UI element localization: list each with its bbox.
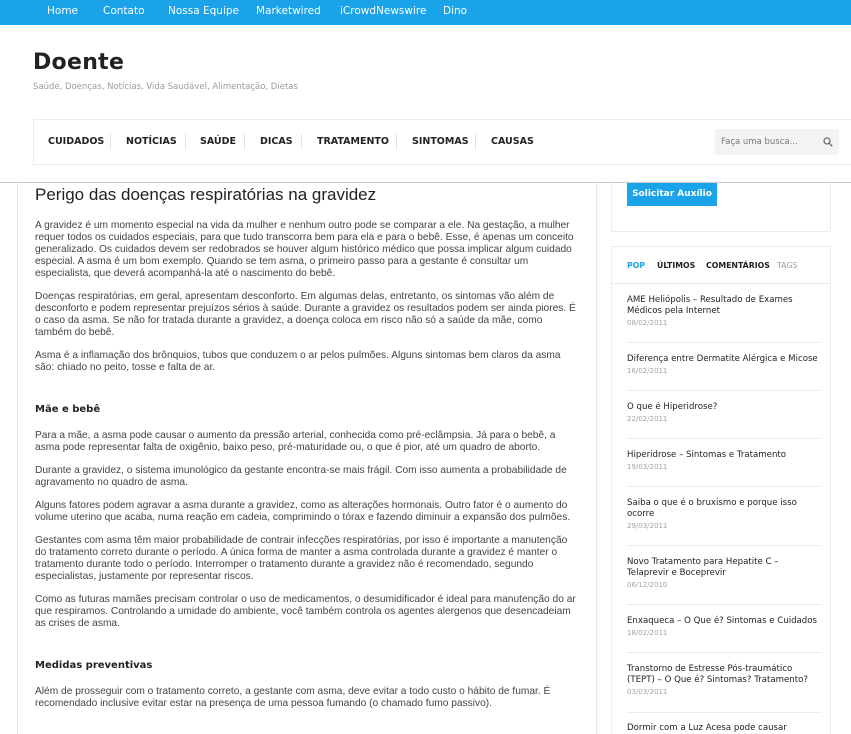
post-date: 06/12/2010 [627,581,668,589]
post-date: 08/02/2011 [627,319,668,327]
list-item[interactable] [627,723,822,734]
article-paragraph: Além de prosseguir com o tratamento correto, a gestante com asma, deve evitar a todo custo o hábito de fumar. É recomendado inclusive evitar estar na presença de uma pessoa fumando (o chamado fumo passivo). [35,686,551,709]
list-divider [627,438,822,439]
list-item[interactable] [627,557,822,589]
post-title[interactable]: Diferença entre Dermatite Alérgica e Micose [627,354,818,364]
nav-divider [396,134,397,150]
list-divider [627,486,822,487]
list-divider [627,545,822,546]
article-paragraph: Gestantes com asma têm maior probabilidade de contrair infecções respiratórias, por isso é importante a manutenção do tratamento correto durante o período. A única forma de manter a asma controlada durante a gravidez é manter o tratamento durante todo o período. Interromper o tratamento durante a gravidez não é recomendado, segundo especialistas, justamente por representar riscos. [35,535,568,582]
post-title[interactable]: Dormir com a Luz Acesa pode causar [627,723,787,733]
nav-noticias[interactable]: NOTÍCIAS [126,136,177,147]
search-icon[interactable] [823,137,833,147]
nav-saude[interactable]: SAÚDE [200,136,236,147]
list-item[interactable] [627,354,822,375]
list-item[interactable] [627,295,822,327]
top-nav-dino[interactable]: Dino [443,5,468,17]
nav-divider [185,134,186,150]
top-nav-nossa-equipe[interactable]: Nossa Equipe [168,5,239,17]
request-help-button[interactable]: Solicitar Auxílio [627,183,717,206]
nav-dicas[interactable]: DICAS [260,136,293,147]
help-widget [611,183,831,232]
top-nav-marketwired[interactable]: Marketwired [256,5,321,17]
nav-cuidados[interactable]: CUIDADOS [48,136,105,147]
list-item[interactable] [627,498,822,530]
tab-pop[interactable]: POP [627,261,646,270]
list-divider [627,390,822,391]
list-divider [627,652,822,653]
list-item[interactable] [627,450,822,471]
post-title[interactable]: Hiperidrose – Sintomas e Tratamento [627,450,787,460]
post-date: 03/03/2011 [627,688,668,696]
article-paragraph: Para a mãe, a asma pode causar o aumento da pressão arterial, conhecida como pré-eclâmpsia. Já para o bebê, a asma pode representar falta de oxigênio, baixo peso, pré-maturidade ou, o que é pior, até um quadro de aborto. [35,430,556,453]
post-date: 22/02/2011 [627,415,668,423]
post-date: 16/02/2011 [627,367,668,375]
post-date: 29/03/2011 [627,522,668,530]
post-date: 18/02/2011 [627,629,668,637]
article-paragraph: Doenças respiratórias, em geral, apresentam desconforto. Em algumas delas, entretanto, os sintomas vão além de desconforto e podem representar prejuízos sérios à saúde. Durante a gravidez os resultados podem ser ainda piores. É o caso da asma. Se não for tratada durante a gravidez, a doença coloca em risco não só a saúde da mãe, como também do bebê. [35,291,576,338]
nav-sintomas[interactable]: SINTOMAS [412,136,469,147]
post-date: 19/03/2011 [627,463,668,471]
nav-divider [475,134,476,150]
top-nav-home[interactable]: Home [47,5,79,17]
post-title[interactable]: Novo Tratamento para Hepatite C – Telaprevir e Boceprevir [627,557,779,578]
tab-tags[interactable]: TAGS [777,261,798,270]
list-item[interactable] [627,664,822,696]
main-navigation [33,119,851,165]
nav-divider [301,134,302,150]
post-title[interactable]: AME Heliópolis – Resultado de Exames Médicos pela Internet [627,295,793,316]
article-title: Perigo das doenças respiratórias na gravidez [35,185,377,204]
top-nav-contato[interactable]: Contato [103,5,145,17]
posts-tabs [612,247,830,284]
list-divider [627,604,822,605]
post-title[interactable]: Transtorno de Estresse Pós-traumático (TEPT) – O Que é? Sintomas? Tratamento? [627,664,808,685]
search-input[interactable] [715,129,819,155]
nav-causas[interactable]: CAUSAS [491,136,534,147]
nav-divider [110,134,111,150]
site-logo[interactable]: Doente [33,50,125,75]
tab-comentarios[interactable]: COMENTÁRIOS [706,261,770,270]
search-box [715,129,839,155]
list-item[interactable] [627,616,822,637]
post-title[interactable]: Saiba o que é o bruxismo e porque isso ocorre [627,498,797,519]
top-navigation-bar [0,0,851,25]
site-tagline: Saúde, Doenças, Notícias, Vida Saudável, Alimentação, Dietas [33,82,298,92]
article-paragraph: A gravidez é um momento especial na vida da mulher e nenhum outro pode se comparar a ele. Na gestação, a mulher requer todos os cuidados especiais, para que tudo transcorra bem para ela e para o bebê. Esse, é apenas um conceito generalizado. Os cuidados devem ser redobrados se houver algum histórico médico que possa implicar algum cuidado especial. A asma é um bom exemplo. Quando se tem asma, o primeiro passo para a gestante é consultar um especialista, que deverá acompanhá-la até o nascimento do bebê. [35,220,574,279]
post-title[interactable]: O que é Hiperidrose? [627,402,718,412]
nav-divider [244,134,245,150]
article-paragraph: Durante a gravidez, o sistema imunológico da gestante encontra-se mais frágil. Com isso aumenta a probabilidade de agravamento no quadro de asma. [35,465,567,488]
article [35,185,580,721]
list-item[interactable] [627,402,822,423]
article-paragraph: Asma é a inflamação dos brônquios, tubos que conduzem o ar pelos pulmões. Alguns sintomas bem claros da asma são: chiado no peito, tosse e falta de ar. [35,350,561,373]
list-divider [627,712,822,713]
article-paragraph: Como as futuras mamães precisam controlar o uso de medicamentos, o desumidificador é ideal para manutenção do ar que respiramos. Controlando a umidade do ambiente, você também controla os agentes alergenos que desencadeiam as crises de asma. [35,594,576,629]
list-divider [627,342,822,343]
post-title[interactable]: Enxaqueca – O Que é? Sintomas e Cuidados [627,616,818,626]
section-heading-medidas-preventivas: Medidas preventivas [35,660,153,671]
posts-widget [611,246,831,734]
nav-tratamento[interactable]: TRATAMENTO [317,136,389,147]
tab-ultimos[interactable]: ÚLTIMOS [657,261,696,270]
article-paragraph: Alguns fatores podem agravar a asma durante a gravidez, como as alterações hormonais. Outro fator é o aumento do volume uterino que acaba, numa reação em cadeia, comprimindo o tórax e fazendo diminuir a expansão dos pulmões. [35,500,571,523]
section-heading-mae-e-bebe: Mãe e bebê [35,404,101,415]
top-nav-icrowdnewswire[interactable]: iCrowdNewswire [340,5,427,17]
